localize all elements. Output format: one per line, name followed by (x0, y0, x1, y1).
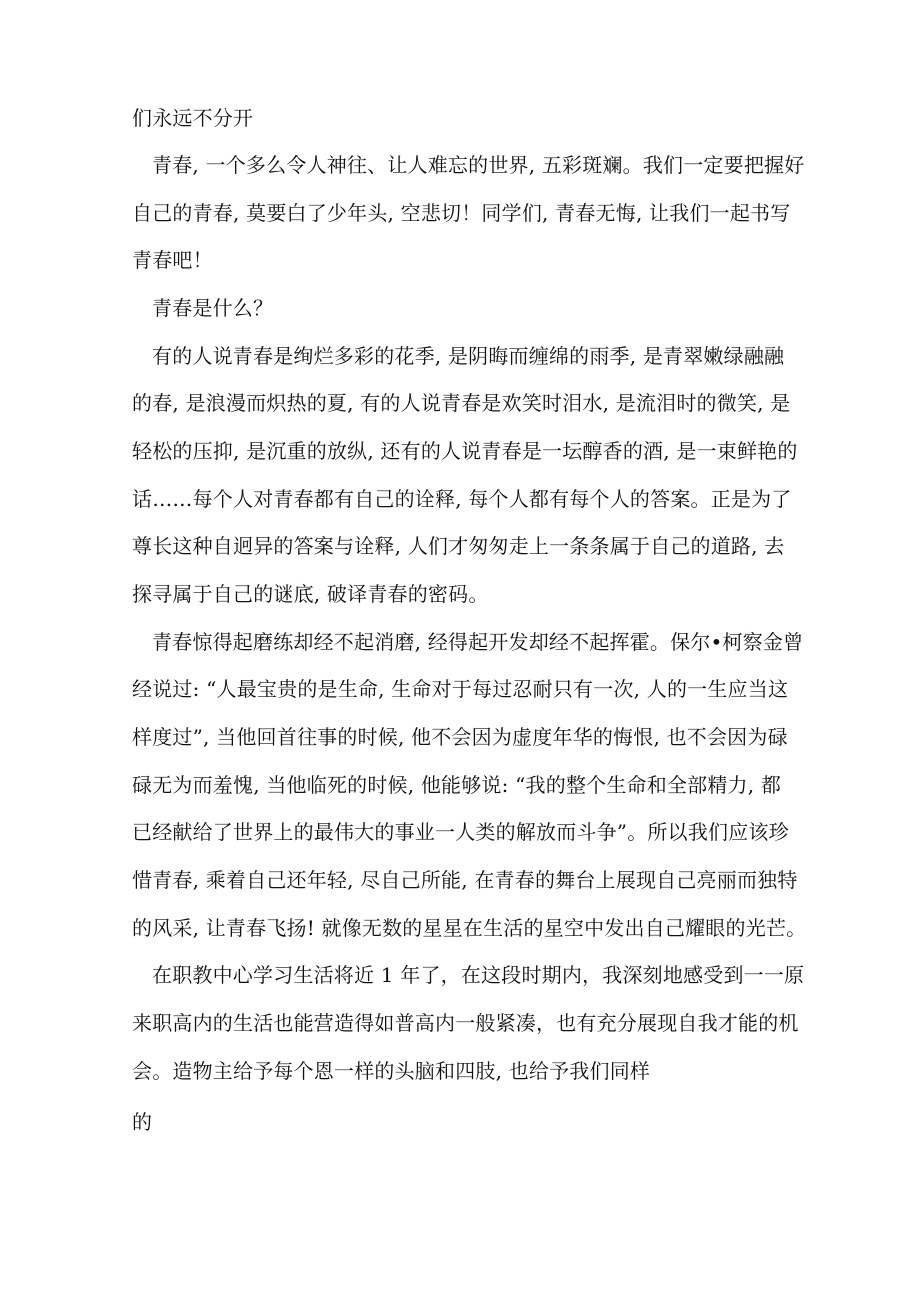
text-line: 自己的青春, 莫要白了少年头, 空悲切！同学们, 青春无悔, 让我们一起书写 (132, 201, 791, 225)
paragraph-heading: 青春是什么？ (152, 296, 274, 320)
paragraph-start-line: 青春, 一个多么令人神往、让人难忘的世界, 五彩斑斓。我们一定要把握好 (152, 153, 805, 177)
text-line: 的春, 是浪漫而炽热的夏, 有的人说青春是欢笑时泪水, 是流泪时的微笑, 是 (132, 391, 791, 415)
paragraph-start-line: 在职教中心学习生活将近 1 年了，在这段时期内，我深刻地感受到一一原 (152, 963, 805, 987)
text-line: 们永远不分开 (132, 106, 254, 130)
text-line: 碌无为而羞愧, 当他临死的时候, 他能够说: “我的整个生命和全部精力, 都 (132, 773, 782, 797)
text-line: 青春吧！ (132, 248, 213, 272)
paragraph-start-line: 青春惊得起磨练却经不起消磨, 经得起开发却经不起挥霍。保尔•柯察金曾 (152, 630, 804, 654)
text-line: 的风采, 让青春飞扬! 就像无数的星星在生活的星空中发出自己耀眼的光芒。 (132, 916, 807, 940)
text-line: 的 (132, 1110, 153, 1134)
text-line: 来职高内的生活也能营造得如普高内一般紧凑，也有充分展现自我才能的机 (132, 1011, 799, 1035)
text-line: 经说过: “人最宝贵的是生命, 生命对于每过忍耐只有一次, 人的一生应当这 (132, 677, 789, 701)
text-line: 惜青春, 乘着自己还年轻, 尽自己所能, 在青春的舞台上展现自己亮丽而独特 (132, 868, 798, 892)
text-line: 会。造物主给予每个恩一样的头脑和四肢, 也给予我们同样 (132, 1059, 651, 1083)
text-line: 尊长这种自迥异的答案与诠释, 人们才匆匆走上一条条属于自己的道路, 去 (132, 534, 785, 558)
text-line: 探寻属于自己的谜底, 破译青春的密码。 (132, 582, 489, 606)
text-line: 轻松的压抑, 是沉重的放纵, 还有的人说青春是一坛醇香的酒, 是一束鲜艳的 (132, 439, 798, 463)
text-line: 话……每个人对青春都有自己的诠释, 每个人都有每个人的答案。正是为了 (132, 487, 792, 511)
text-line: 样度过”, 当他回首往事的时候, 他不会因为虚度年华的悔恨, 也不会因为碌 (132, 725, 788, 749)
text-line: 已经献给了世界上的最伟大的事业一人类的解放而斗争”。所以我们应该珍 (132, 820, 789, 844)
paragraph-start-line: 有的人说青春是绚烂多彩的花季, 是阴晦而缠绵的雨季, 是青翠嫩绿融融 (152, 344, 785, 368)
